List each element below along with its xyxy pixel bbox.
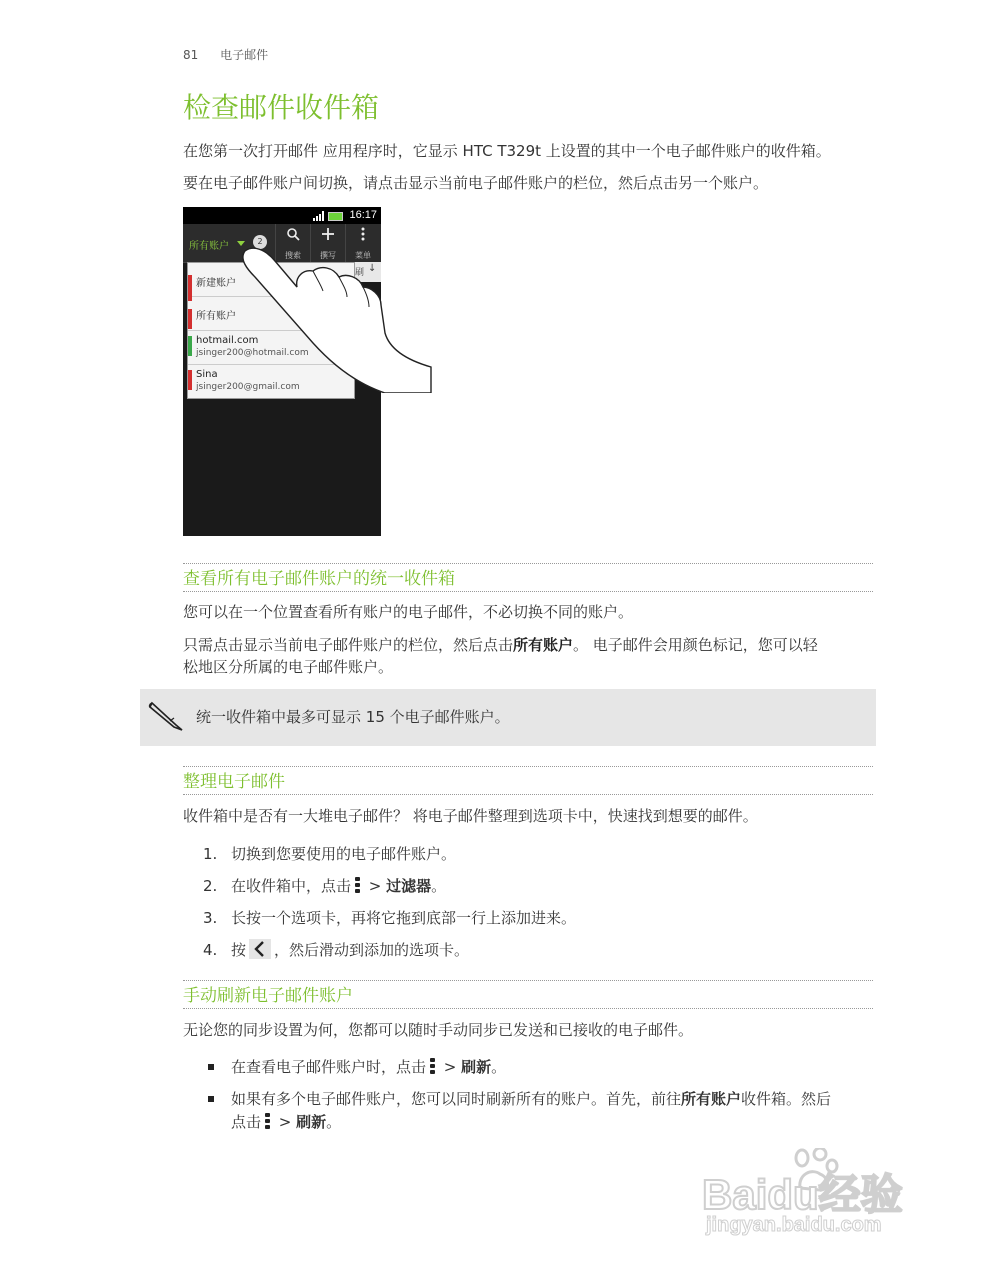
- intro-paragraph-1: 在您第一次打开邮件 应用程序时，它显示 HTC T329t 上设置的其中一个电子邮件账户的收件箱。: [183, 142, 831, 160]
- note-text: 统一收件箱中最多可显示 15 个电子邮件账户。: [196, 708, 510, 726]
- menu-item-email: jsinger200@hotmail.com: [196, 348, 309, 358]
- section-title: 整理电子邮件: [183, 772, 285, 792]
- unread-badge: 2: [253, 235, 267, 249]
- baidu-watermark: [702, 1148, 942, 1248]
- menu-item-label: hotmail.com: [196, 335, 259, 346]
- search-label: 搜索: [285, 251, 301, 260]
- section-name: 电子邮件: [220, 48, 269, 62]
- battery-icon: [328, 212, 343, 221]
- page-title: 检查邮件收件箱: [183, 91, 380, 124]
- behind-text: 刷: [355, 268, 365, 278]
- list-item-step-3: 3. 长按一个选项卡，再将它拖到底部一行上添加进来。: [203, 909, 577, 927]
- section-heading-refresh: [183, 980, 873, 1009]
- menu-item-label: 新建账户: [196, 278, 236, 289]
- pencil-icon: [148, 699, 186, 733]
- page-number: 81: [183, 48, 199, 62]
- status-time: 16:17: [349, 209, 377, 221]
- bullet-item-2: 如果有多个电子邮件账户，您可以同时刷新所有的账户。首先，前往所有账户收件箱。然后 点击 > 刷新。: [208, 1088, 873, 1134]
- account-color-bar: [188, 370, 192, 390]
- refresh-term: 刷新: [296, 1113, 327, 1131]
- account-selector[interactable]: 所有账户: [189, 241, 229, 252]
- arrow-down-icon: ↓: [368, 263, 377, 274]
- section-title: 查看所有电子邮件账户的统一收件箱: [183, 569, 455, 589]
- intro-paragraph-2: 要在电子邮件账户间切换，请点击显示当前电子邮件账户的栏位，然后点击另一个账户。: [183, 174, 769, 192]
- menu-kebab-icon: [430, 1058, 435, 1074]
- all-accounts-term: 所有账户: [681, 1090, 742, 1108]
- bullet-icon: [208, 1064, 214, 1070]
- unified-paragraph-1: 您可以在一个位置查看所有账户的电子邮件，不必切换不同的账户。: [183, 603, 634, 621]
- menu-item-label: Sina: [196, 369, 218, 380]
- account-color-bar: [188, 336, 192, 356]
- section-title: 手动刷新电子邮件账户: [183, 986, 353, 1006]
- watermark-url: jingyan.baidu.com: [706, 1214, 882, 1236]
- status-bar: [183, 207, 381, 224]
- account-color-bar: [188, 309, 192, 329]
- bullet-icon: [208, 1096, 214, 1102]
- list-item-step-1: 1. 切换到您要使用的电子邮件账户。: [203, 845, 457, 863]
- section-heading-organize: [183, 766, 873, 795]
- page-header: [183, 46, 286, 63]
- menu-item-label: 所有账户: [196, 311, 236, 322]
- menu-kebab-icon: [355, 877, 360, 893]
- refresh-term: 刷新: [461, 1058, 492, 1076]
- list-item-step-2: 2. 在收件箱中，点击 > 过滤器。: [203, 877, 447, 895]
- refresh-paragraph: 无论您的同步设置为何，您都可以随时手动同步已发送和已接收的电子邮件。: [183, 1021, 694, 1039]
- menu-item-email: jsinger200@gmail.com: [196, 382, 300, 392]
- bullet-item-1: 在查看电子邮件账户时，点击 > 刷新。: [208, 1056, 873, 1079]
- pointing-hand-illustration: [235, 243, 435, 393]
- filters-term: 过滤器: [386, 877, 432, 895]
- unified-paragraph-2: 只需点击显示当前电子邮件账户的栏位，然后点击所有账户。 电子邮件会用颜色标记，您可以轻 松地区分所属的电子邮件账户。: [183, 636, 818, 676]
- menu-label: 菜单: [355, 251, 371, 260]
- back-icon: [249, 939, 271, 959]
- list-item-step-4: 4. 按 ，然后滑动到添加的选项卡。: [203, 941, 470, 959]
- signal-icon: [313, 211, 325, 221]
- organize-paragraph: 收件箱中是否有一大堆电子邮件？ 将电子邮件整理到选项卡中，快速找到想要的邮件。: [183, 807, 758, 825]
- watermark-brand: Baidu经验: [702, 1171, 903, 1218]
- section-heading-unified: [183, 563, 873, 592]
- note-box: [140, 689, 876, 746]
- all-accounts-term: 所有账户: [513, 636, 574, 654]
- compose-label: 撰写: [320, 251, 336, 260]
- menu-kebab-icon: [265, 1113, 270, 1129]
